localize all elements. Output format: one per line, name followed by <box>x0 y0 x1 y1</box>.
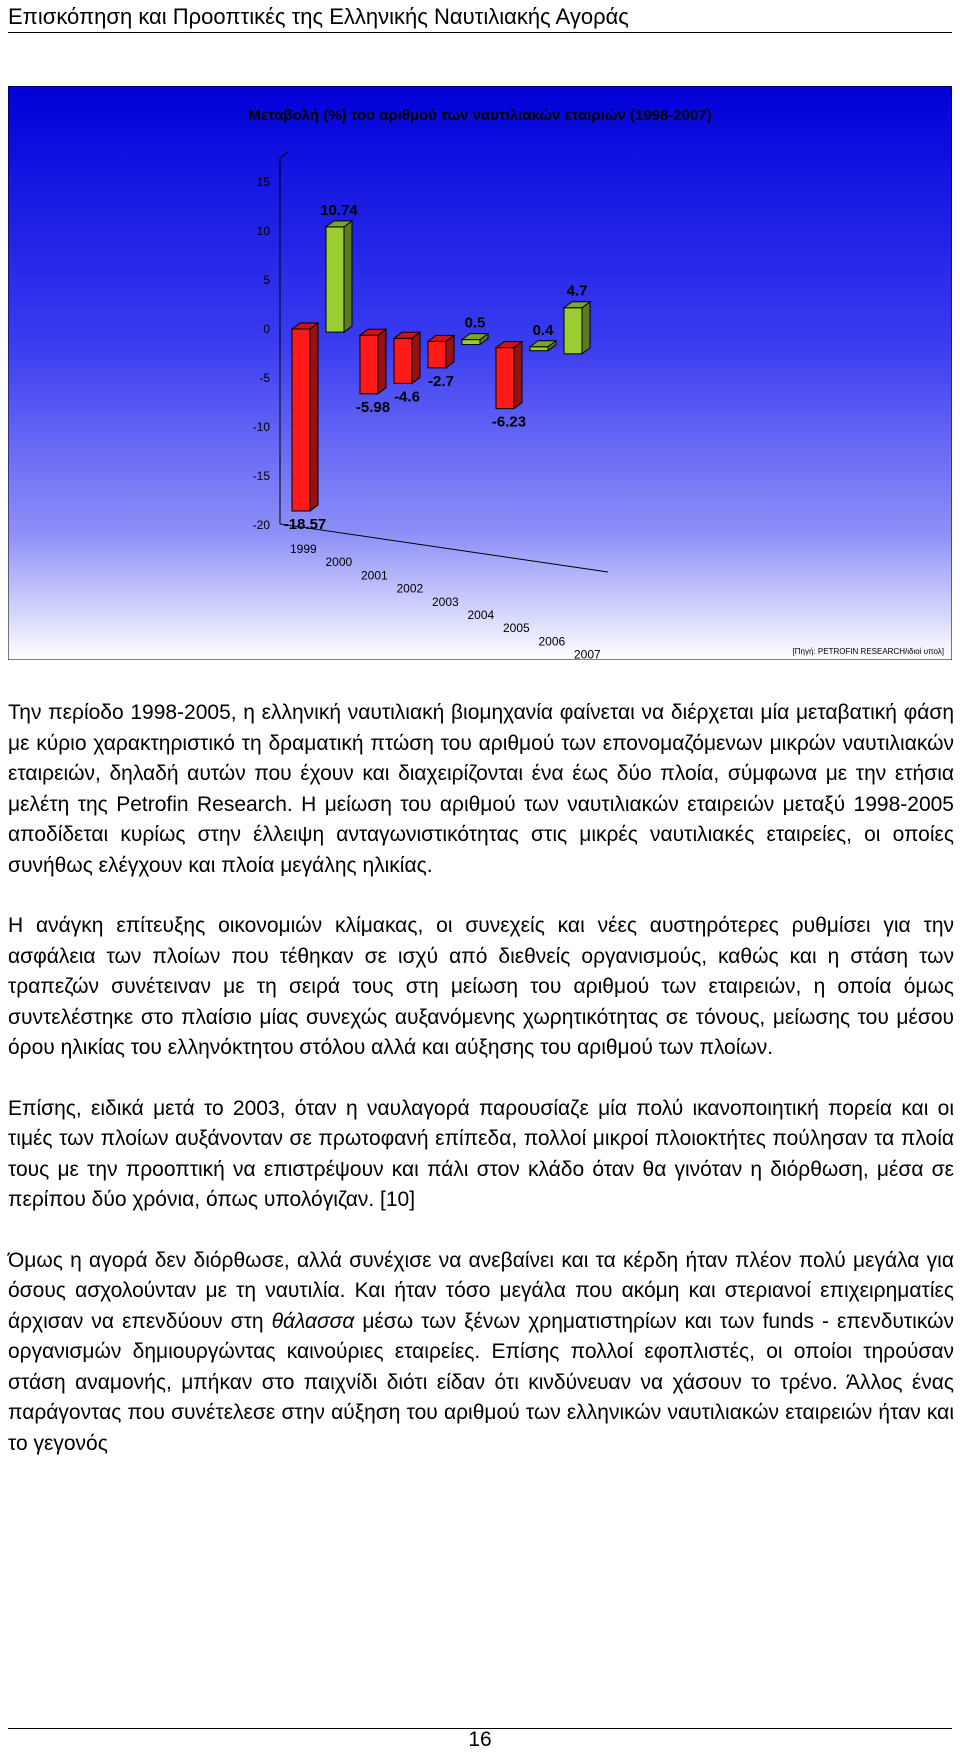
chart-bar <box>428 335 454 367</box>
data-label: -4.6 <box>394 388 420 406</box>
chart-bar <box>292 323 318 511</box>
y-tick-label: 15 <box>256 175 270 189</box>
data-label: 4.7 <box>566 282 588 300</box>
x-tick-label: 2006 <box>538 634 566 649</box>
chart-title: Μεταβολή (%) του αριθμού των ναυτιλιακών εταιριών (1998-2007) <box>248 107 712 124</box>
chart-bar <box>394 332 420 383</box>
x-tick-label: 2004 <box>467 608 495 622</box>
chart-source: [Πηγή: PETROFIN RESEARCH/ιδιοί υπολ] <box>792 647 944 656</box>
data-label: -18.57 <box>283 515 327 533</box>
data-label: -5.98 <box>355 398 391 416</box>
bar-front-face <box>292 329 310 511</box>
chart-bar <box>326 221 352 332</box>
bar-side-face <box>412 332 420 383</box>
paragraph-4-part-b: μέσω των ξένων χρηματιστηρίων και των funds - επενδυτικών οργανισμών δημιουργώντας καινούριες εταιρείες. Επίσης πολλοί εφοπλιστές, οι οποίοι τηρούσαν στάση αναμονής, μπήκαν στο παιχνίδι διότι είδαν ότι κινδύνευαν να χάσουν το τρένο. Άλλος ένας παράγοντας που συνέτελεσε στην αύξηση του αριθμού των ελληνικών ναυτιλιακών εταιρειών ήταν και το γεγονός <box>8 1309 954 1455</box>
bar-side-face <box>582 302 590 354</box>
bar-side-face <box>378 329 386 394</box>
y-tick-label: 0 <box>263 322 270 336</box>
bar-side-face <box>310 323 318 511</box>
page-number: 16 <box>468 1728 492 1751</box>
x-tick-label: 2000 <box>325 555 353 570</box>
bar-front-face <box>462 340 480 345</box>
x-tick-label: 2003 <box>432 594 459 609</box>
y-tick-label: -20 <box>252 518 270 532</box>
data-label: -6.23 <box>491 413 527 431</box>
header-rule <box>8 32 952 33</box>
x-tick-label: 2005 <box>503 621 530 636</box>
paragraph-4-emphasis: θάλασσα <box>271 1309 355 1333</box>
y-tick-label: -5 <box>259 371 270 385</box>
y-tick-label: -15 <box>252 469 270 483</box>
bar-front-face <box>394 338 412 383</box>
y-tick-label: -10 <box>252 420 270 434</box>
bar-front-face <box>530 347 548 351</box>
data-label: 0.5 <box>464 314 486 332</box>
chart-background <box>8 86 952 660</box>
y-tick-label: 5 <box>263 273 270 287</box>
x-tick-label: 2002 <box>396 581 424 596</box>
data-label: 0.4 <box>532 321 554 339</box>
chart-bar <box>496 342 522 409</box>
x-tick-label: 2001 <box>361 568 388 583</box>
data-label: -2.7 <box>428 372 454 390</box>
bar-chart <box>8 86 952 660</box>
bar-side-face <box>344 221 352 332</box>
data-label: 10.74 <box>320 201 358 219</box>
bar-side-face <box>514 342 522 409</box>
y-tick-label: 10 <box>256 224 270 238</box>
paragraph-4-part-a: Όμως η αγορά δεν διόρθωσε, αλλά συνέχισε να ανεβαίνει και τα κέρδη ήταν πλέον πολύ μεγάλα για όσους ασχολούνταν με τη ναυτιλία. Και ήταν τόσο μεγάλα που ακόμη και στεριανοί επιχειρηματίες άρχισαν να επενδύουν στη <box>8 1248 954 1333</box>
x-tick-label: 2007 <box>574 647 601 660</box>
bar-front-face <box>496 348 514 409</box>
chart-figure <box>8 86 952 660</box>
bar-front-face <box>326 227 344 332</box>
bar-front-face <box>428 341 446 367</box>
bar-front-face <box>360 335 378 394</box>
chart-bar <box>564 302 590 354</box>
running-header: Επισκόπηση και Προοπτικές της Ελληνικής Ναυτιλιακής Αγοράς <box>8 4 629 29</box>
bar-front-face <box>564 308 582 354</box>
x-tick-label: 1999 <box>290 542 317 556</box>
paragraph-4 <box>8 1246 954 1460</box>
body-text <box>8 698 954 1459</box>
paragraph-3: Επίσης, ειδικά μετά το 2003, όταν η ναυλαγορά παρουσίαζε μία πολύ ικανοποιητική πορεία και οι τιμές των πλοίων αυξάνονταν σε πρωτοφανή επίπεδα, πολλοί μικροί πλοιοκτήτες πούλησαν τα πλοία τους με την προοπτική να επιστρέψουν και πάλι στον κλάδο όταν θα γινόταν η διόρθωση, μέσα σε περίπου δύο χρόνια, όπως υπολόγιζαν. [10] <box>8 1096 954 1211</box>
chart-bar <box>360 329 386 394</box>
paragraph-1: Την περίοδο 1998-2005, η ελληνική ναυτιλιακή βιομηχανία φαίνεται να διέρχεται μία μεταβατική φάση με κύριο χαρακτηριστικό τη δραματική πτώση του αριθμού των επονομαζόμενων μικρών ναυτιλιακών εταιρειών, δηλαδή αυτών που έχουν και διαχειρίζονται ένα έως δύο πλοία, σύμφωνα με την ετήσια μελέτη της Petrofin Research. Η μείωση του αριθμού των ναυτιλιακών εταιρειών μεταξύ 1998-2005 αποδίδεται κυρίως στην έλλειψη ανταγωνιστικότητας στις μικρές ναυτιλιακές εταιρείες, οι οποίες συνήθως ελέγχουν και πλοία μεγάλης ηλικίας. <box>8 701 954 877</box>
paragraph-2: Η ανάγκη επίτευξης οικονομιών κλίμακας, οι συνεχείς και νέες αυστηρότερες ρυθμίσει για την ασφάλεια των πλοίων που τέθηκαν σε ισχύ από διεθνείς οργανισμούς, καθώς και η στάση των τραπεζών συνέτειναν με τη σειρά τους στη μείωση του αριθμού των εταιρειών, η οποία όμως συντελέστηκε στο πλαίσιο μίας συνεχώς αυξανόμενης χωρητικότητας σε τόνους, μείωσης του μέσου όρου ηλικίας του ελληνόκτητου στόλου αλλά και αύξησης του αριθμού των πλοίων. <box>8 914 954 1059</box>
